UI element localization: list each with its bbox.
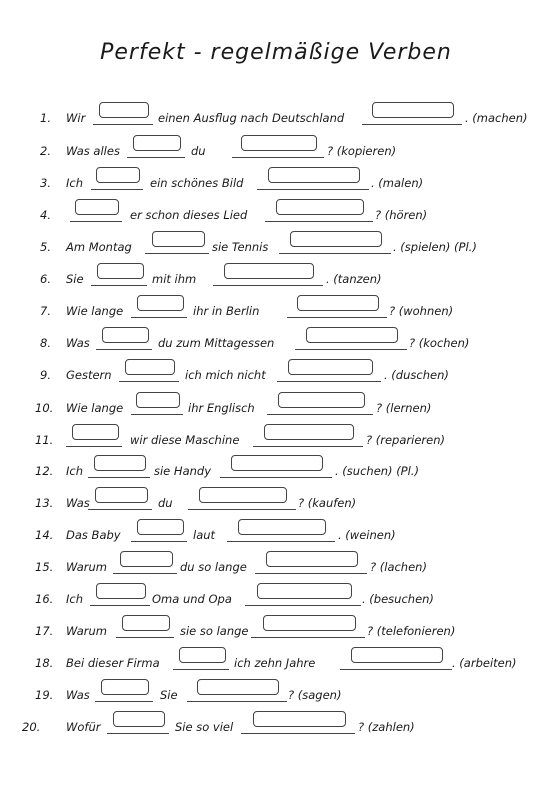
exercise-text-1: Gestern bbox=[66, 368, 112, 382]
answer-underline bbox=[265, 221, 373, 222]
exercise-text-2: du bbox=[191, 144, 206, 158]
answer-blank-2[interactable] bbox=[276, 199, 364, 215]
exercise-row-16 bbox=[0, 589, 552, 609]
answer-underline bbox=[232, 157, 324, 158]
exercise-text-3: . (suchen) (Pl.) bbox=[335, 464, 419, 478]
exercise-text-3: . (malen) bbox=[371, 176, 424, 190]
answer-blank-1[interactable] bbox=[179, 647, 226, 663]
answer-blank-1[interactable] bbox=[152, 231, 205, 247]
exercise-number: 3. bbox=[40, 176, 51, 190]
exercise-row-11 bbox=[0, 430, 552, 450]
answer-blank-2[interactable] bbox=[241, 135, 317, 151]
exercise-number: 10. bbox=[35, 401, 54, 415]
exercise-row-17 bbox=[0, 621, 552, 641]
answer-blank-2[interactable] bbox=[372, 102, 454, 118]
exercise-text-3: . (duschen) bbox=[384, 368, 449, 382]
answer-underline bbox=[131, 541, 187, 542]
answer-blank-1[interactable] bbox=[99, 102, 149, 118]
exercise-number: 1. bbox=[40, 111, 51, 125]
exercise-text-1: Wie lange bbox=[66, 304, 124, 318]
answer-underline bbox=[255, 573, 367, 574]
answer-underline bbox=[187, 701, 287, 702]
exercise-number: 19. bbox=[35, 688, 54, 702]
answer-blank-1[interactable] bbox=[96, 167, 140, 183]
answer-blank-1[interactable] bbox=[101, 679, 149, 695]
answer-blank-1[interactable] bbox=[97, 263, 144, 279]
worksheet-title: Perfekt - regelmäßige Verben bbox=[100, 40, 452, 65]
exercise-number: 13. bbox=[35, 496, 54, 510]
answer-blank-2[interactable] bbox=[264, 424, 354, 440]
exercise-text-3: ? (kochen) bbox=[409, 336, 470, 350]
exercise-text-2: einen Ausflug nach Deutschland bbox=[158, 111, 345, 125]
exercise-text-1: Ich bbox=[66, 464, 84, 478]
exercise-number: 12. bbox=[35, 464, 54, 478]
exercise-number: 7. bbox=[40, 304, 51, 318]
answer-blank-2[interactable] bbox=[238, 519, 326, 535]
answer-blank-2[interactable] bbox=[351, 647, 443, 663]
exercise-text-3: ? (lachen) bbox=[370, 560, 427, 574]
answer-underline bbox=[220, 477, 332, 478]
exercise-text-3: . (weinen) bbox=[338, 528, 396, 542]
exercise-row-2 bbox=[0, 141, 552, 161]
answer-underline bbox=[145, 253, 209, 254]
answer-underline bbox=[116, 637, 174, 638]
exercise-text-3: ? (kopieren) bbox=[327, 144, 397, 158]
answer-underline bbox=[95, 701, 153, 702]
exercise-text-2: sie Handy bbox=[154, 464, 212, 478]
exercise-number: 16. bbox=[35, 592, 54, 606]
exercise-text-2: du bbox=[158, 496, 173, 510]
answer-underline bbox=[96, 349, 152, 350]
answer-underline bbox=[90, 605, 150, 606]
answer-underline bbox=[362, 124, 462, 125]
answer-underline bbox=[107, 733, 169, 734]
exercise-text-1: Wofür bbox=[66, 720, 101, 734]
answer-underline bbox=[287, 317, 387, 318]
exercise-row-18 bbox=[0, 653, 552, 673]
answer-underline bbox=[91, 189, 143, 190]
answer-blank-2[interactable] bbox=[297, 295, 379, 311]
exercise-text-2: ihr in Berlin bbox=[193, 304, 260, 318]
answer-blank-2[interactable] bbox=[197, 679, 279, 695]
exercise-row-1 bbox=[0, 108, 552, 128]
answer-underline bbox=[253, 446, 363, 447]
exercise-row-6 bbox=[0, 269, 552, 289]
exercise-number: 11. bbox=[35, 433, 54, 447]
answer-blank-1[interactable] bbox=[120, 551, 173, 567]
exercise-text-2: Oma und Opa bbox=[152, 592, 232, 606]
answer-underline bbox=[277, 381, 381, 382]
exercise-text-2: sie Tennis bbox=[212, 240, 269, 254]
answer-underline bbox=[213, 285, 323, 286]
exercise-text-2: du zum Mittagessen bbox=[158, 336, 275, 350]
answer-blank-2[interactable] bbox=[278, 392, 365, 408]
exercise-text-3: ? (lernen) bbox=[376, 401, 432, 415]
answer-underline bbox=[188, 509, 296, 510]
answer-blank-1[interactable] bbox=[72, 424, 119, 440]
exercise-row-10 bbox=[0, 398, 552, 418]
exercise-text-2: ich zehn Jahre bbox=[234, 656, 316, 670]
exercise-text-2: ihr Englisch bbox=[188, 401, 255, 415]
exercise-text-1: Ich bbox=[66, 592, 84, 606]
exercise-text-3: ? (zahlen) bbox=[358, 720, 415, 734]
exercise-text-2: Sie so viel bbox=[175, 720, 234, 734]
answer-underline bbox=[340, 669, 452, 670]
exercise-number: 2. bbox=[40, 144, 51, 158]
exercise-text-1: Warum bbox=[66, 560, 108, 574]
exercise-row-7 bbox=[0, 301, 552, 321]
answer-blank-2[interactable] bbox=[288, 359, 373, 375]
answer-blank-1[interactable] bbox=[136, 392, 180, 408]
exercise-text-2: wir diese Maschine bbox=[130, 433, 240, 447]
exercise-number: 9. bbox=[40, 368, 51, 382]
answer-blank-2[interactable] bbox=[290, 231, 382, 247]
exercise-text-2: Sie bbox=[160, 688, 178, 702]
exercise-text-3: . (arbeiten) bbox=[452, 656, 517, 670]
exercise-row-3 bbox=[0, 173, 552, 193]
answer-underline bbox=[279, 253, 391, 254]
exercise-text-1: Sie bbox=[66, 272, 84, 286]
exercise-row-19 bbox=[0, 685, 552, 705]
exercise-text-2: mit ihm bbox=[152, 272, 197, 286]
exercise-text-3: . (tanzen) bbox=[326, 272, 382, 286]
exercise-text-1: Ich bbox=[66, 176, 84, 190]
answer-blank-1[interactable] bbox=[122, 615, 170, 631]
exercise-number: 8. bbox=[40, 336, 51, 350]
answer-blank-2[interactable] bbox=[257, 583, 352, 599]
exercise-row-14 bbox=[0, 525, 552, 545]
exercise-text-1: Was alles bbox=[66, 144, 120, 158]
exercise-row-20 bbox=[0, 717, 552, 737]
exercise-text-2: ein schönes Bild bbox=[150, 176, 244, 190]
exercise-number: 6. bbox=[40, 272, 51, 286]
answer-underline bbox=[241, 733, 355, 734]
exercise-text-1: Warum bbox=[66, 624, 108, 638]
answer-blank-1[interactable] bbox=[95, 487, 148, 503]
answer-blank-1[interactable] bbox=[133, 135, 181, 151]
answer-underline bbox=[295, 349, 407, 350]
exercise-row-12 bbox=[0, 461, 552, 481]
answer-underline bbox=[267, 414, 373, 415]
exercise-text-1: Das Baby bbox=[66, 528, 121, 542]
exercise-text-2: laut bbox=[193, 528, 216, 542]
answer-underline bbox=[173, 669, 229, 670]
exercise-number: 14. bbox=[35, 528, 54, 542]
exercise-number: 4. bbox=[40, 208, 51, 222]
exercise-row-15 bbox=[0, 557, 552, 577]
answer-underline bbox=[88, 477, 150, 478]
exercise-text-3: ? (reparieren) bbox=[366, 433, 445, 447]
answer-underline bbox=[91, 285, 147, 286]
exercise-row-5 bbox=[0, 237, 552, 257]
exercise-text-2: du so lange bbox=[180, 560, 247, 574]
exercise-text-2: er schon dieses Lied bbox=[130, 208, 248, 222]
answer-underline bbox=[113, 573, 177, 574]
exercise-row-8 bbox=[0, 333, 552, 353]
exercise-text-3: . (besuchen) bbox=[362, 592, 434, 606]
exercise-number: 18. bbox=[35, 656, 54, 670]
exercise-number: 17. bbox=[35, 624, 54, 638]
exercise-number: 20. bbox=[22, 720, 41, 734]
answer-underline bbox=[127, 157, 185, 158]
answer-underline bbox=[257, 189, 369, 190]
answer-blank-2[interactable] bbox=[199, 487, 287, 503]
answer-underline bbox=[88, 509, 152, 510]
exercise-text-1: Was bbox=[66, 336, 90, 350]
exercise-text-2: ich mich nicht bbox=[185, 368, 266, 382]
exercise-text-3: ? (kaufen) bbox=[298, 496, 357, 510]
answer-blank-1[interactable] bbox=[137, 519, 184, 535]
answer-underline bbox=[251, 637, 365, 638]
exercise-text-3: . (spielen) (Pl.) bbox=[393, 240, 477, 254]
exercise-text-3: ? (wohnen) bbox=[389, 304, 454, 318]
exercise-text-1: Bei dieser Firma bbox=[66, 656, 160, 670]
exercise-row-4 bbox=[0, 205, 552, 225]
answer-blank-1[interactable] bbox=[96, 583, 146, 599]
exercise-text-1: Was bbox=[66, 496, 90, 510]
answer-blank-2[interactable] bbox=[253, 711, 346, 727]
answer-blank-1[interactable] bbox=[102, 327, 149, 343]
answer-underline bbox=[131, 414, 183, 415]
exercise-text-1: Was bbox=[66, 688, 90, 702]
answer-underline bbox=[119, 381, 179, 382]
answer-blank-2[interactable] bbox=[224, 263, 314, 279]
exercise-text-1: Wie lange bbox=[66, 401, 124, 415]
exercise-row-9 bbox=[0, 365, 552, 385]
answer-underline bbox=[70, 221, 122, 222]
exercise-text-1: Am Montag bbox=[66, 240, 132, 254]
answer-blank-2[interactable] bbox=[306, 327, 398, 343]
answer-blank-2[interactable] bbox=[266, 551, 358, 567]
answer-underline bbox=[227, 541, 335, 542]
exercise-number: 5. bbox=[40, 240, 51, 254]
answer-blank-2[interactable] bbox=[268, 167, 360, 183]
exercise-text-2: sie so lange bbox=[180, 624, 249, 638]
exercise-text-3: ? (hören) bbox=[375, 208, 428, 222]
answer-underline bbox=[93, 124, 153, 125]
answer-blank-1[interactable] bbox=[137, 295, 184, 311]
answer-blank-1[interactable] bbox=[125, 359, 175, 375]
answer-blank-1[interactable] bbox=[94, 455, 146, 471]
exercise-text-1: Wir bbox=[66, 111, 86, 125]
answer-underline bbox=[131, 317, 187, 318]
exercise-text-3: ? (telefonieren) bbox=[367, 624, 456, 638]
answer-underline bbox=[66, 446, 122, 447]
answer-blank-1[interactable] bbox=[113, 711, 165, 727]
answer-blank-1[interactable] bbox=[75, 199, 119, 215]
exercise-text-3: . (machen) bbox=[465, 111, 528, 125]
exercise-row-13 bbox=[0, 493, 552, 513]
answer-blank-2[interactable] bbox=[263, 615, 356, 631]
exercise-number: 15. bbox=[35, 560, 54, 574]
answer-blank-2[interactable] bbox=[231, 455, 323, 471]
exercise-text-3: ? (sagen) bbox=[288, 688, 342, 702]
answer-underline bbox=[245, 605, 361, 606]
